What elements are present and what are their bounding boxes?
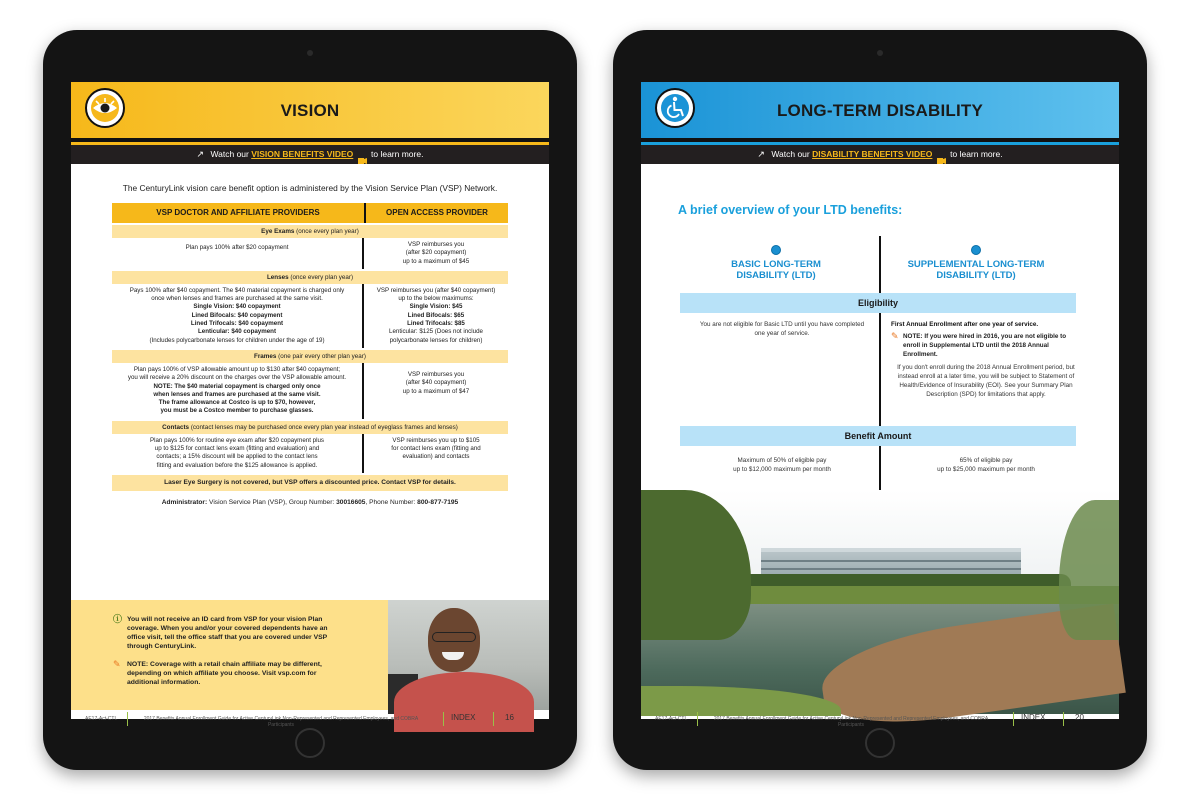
watch-pre: Watch our	[771, 149, 810, 159]
page-number: 16	[505, 713, 514, 722]
id-card-note: ⓘ You will not receive an ID card from VSP for your vision Plan coverage. When you and/or your covered dependents have an office visit, tell the office staff that you are covered under VSP through CenturyLink.	[113, 614, 328, 650]
frames-vsp: Plan pays 100% of VSP allowable amount up to $130 after $40 copayment; you will receive a 20% discount on the charges over the VSP allowable amount. NOTE: The $40 material copayment is charged only once when lenses and frames are purchased at the same visit. The frame allowance at Costco is up to $70, however, you must be a Costco member to purchase glasses.	[112, 363, 364, 419]
eligibility-band: Eligibility	[680, 293, 1076, 313]
table-row	[112, 434, 508, 473]
employee-photo	[388, 600, 549, 710]
index-link[interactable]: INDEX	[451, 713, 476, 722]
footer-guide-title: 2017 Benefits Annual Enrollment Guide for Active CenturyLink Non-Represented and Represented Employees, and COBRA Participants	[143, 716, 419, 728]
vision-intro: The CenturyLink vision care benefit option is administered by the Vision Service Plan (VSP) Network.	[122, 183, 498, 193]
basic-ltd-title: BASIC LONG-TERM DISABILITY (LTD)	[731, 259, 821, 281]
page-title: LONG-TERM DISABILITY	[776, 101, 984, 120]
frames-open: VSP reimburses you (after $40 copayment) up to a maximum of $47	[402, 370, 470, 395]
watch-pre: Watch our	[210, 149, 249, 159]
col-header-vsp: VSP DOCTOR AND AFFILIATE PROVIDERS	[112, 203, 366, 223]
front-camera	[877, 50, 883, 56]
tablet-ltd	[613, 30, 1147, 770]
benefit-basic: Maximum of 50% of eligible pay up to $12,000 maximum per month	[733, 457, 831, 473]
basic-ltd-icon	[771, 245, 781, 255]
watch-post: to learn more.	[950, 149, 1003, 159]
eligibility-basic: You are not eligible for Basic LTD until you have completed one year of service.	[699, 321, 865, 337]
eye-exam-vsp: Plan pays 100% after $20 copayment	[112, 238, 364, 269]
watch-video-line	[71, 145, 549, 164]
footer-code: AE17-Act-CTL	[655, 716, 688, 722]
vision-page	[71, 82, 549, 728]
lenses-vsp: Pays 100% after $40 copayment. The $40 material copayment is charged only once when lenses and frames are purchased at the same visit. Single Vision: $40 copayment Lined Bifocals: $40 copayment Lined Trifocals: $40 copayment Lenticular: $40 copayment (Includes polycarbonate lenses for children under the age of 19)	[112, 284, 364, 348]
page-title: VISION	[280, 101, 340, 120]
page-footer	[71, 712, 549, 728]
lenses-open: VSP reimburses you (after $40 copayment) up to the below maximums: Single Vision: $45 Lined Bifocals: $65 Lined Trifocals: $85 Lenticular: $125 (Does not include polycarbonate lenses for children)	[376, 286, 496, 344]
campus-lake-photo	[641, 490, 1119, 714]
video-camera-icon	[937, 152, 945, 158]
info-icon: ⓘ	[113, 614, 123, 624]
section-contacts: Contacts (contact lenses may be purchased once every plan year instead of eyeglass frames and lenses)	[112, 421, 508, 434]
ltd-banner	[641, 82, 1119, 164]
col-header-open: OPEN ACCESS PROVIDER	[386, 208, 488, 217]
page-footer	[641, 712, 1119, 728]
home-button[interactable]	[865, 728, 895, 758]
table-row	[112, 284, 508, 348]
ltd-page	[641, 82, 1119, 728]
table-row	[112, 363, 508, 419]
note-icon: ✎	[891, 331, 899, 341]
supplemental-ltd-icon	[971, 245, 981, 255]
external-link-icon: ↗	[196, 149, 205, 159]
front-camera	[307, 50, 313, 56]
laser-surgery-note: Laser Eye Surgery is not covered, but VSP offers a discounted price. Contact VSP for details.	[112, 475, 508, 491]
retail-note: ✎ NOTE: Coverage with a retail chain affiliate may be different, depending on which affiliate you choose. Visit vsp.com for additional information.	[113, 659, 322, 686]
column-divider	[879, 236, 881, 490]
vision-video-link[interactable]: VISION BENEFITS VIDEO	[251, 149, 354, 159]
contacts-open: VSP reimburses you up to $105 for contact lens exam (fitting and evaluation) and contacts	[391, 436, 481, 461]
index-link[interactable]: INDEX	[1021, 713, 1046, 722]
table-row	[112, 238, 508, 269]
eligibility-supplemental: First Annual Enrollment after one year of service. ✎ NOTE: If you were hired in 2016, you are not eligible to enroll in Supplemental LTD until the 2018 Annual Enrollment. If you don't enroll during the 2018 Annual Enrollment period, but instead enroll at a later time, you will be subject to Statement of Health/Evidence of Insurability (EOI). See your Summary Plan Description (SPD) for limitations that apply.	[891, 320, 1081, 399]
table-header	[112, 203, 508, 223]
section-eye-exams: Eye Exams (once every plan year)	[112, 225, 508, 238]
hire-note: ✎ NOTE: If you were hired in 2016, you are not eligible to enroll in Supplemental LTD until the 2018 Annual Enrollment.	[891, 331, 1067, 358]
section-lenses: Lenses (once every plan year)	[112, 271, 508, 284]
supplemental-ltd-title: SUPPLEMENTAL LONG-TERM DISABILITY (LTD)	[907, 259, 1045, 281]
watch-video-line	[641, 145, 1119, 164]
vision-notes	[113, 615, 337, 696]
administrator-line: Administrator: Vision Service Plan (VSP), Group Number: 30016605, Phone Number: 800-877-7195	[161, 498, 459, 506]
benefit-supplemental: 65% of eligible pay up to $25,000 maximum per month	[937, 457, 1035, 473]
section-frames: Frames (one pair every other plan year)	[112, 350, 508, 363]
video-camera-icon	[358, 152, 366, 158]
contacts-vsp: Plan pays 100% for routine eye exam after $20 copayment plus up to $125 for contact lens exam (fitting and evaluation) and contacts; a 15% discount will be applied to the contact lens fitting and evaluation before the $125 allowance is applied.	[112, 434, 364, 473]
vision-table	[112, 203, 508, 506]
page-number: 20	[1075, 713, 1084, 722]
benefit-amount-band: Benefit Amount	[680, 426, 1076, 446]
ltd-overview-heading: A brief overview of your LTD benefits:	[678, 203, 903, 217]
home-button[interactable]	[295, 728, 325, 758]
tablet-vision	[43, 30, 577, 770]
footer-guide-title: 2017 Benefits Annual Enrollment Guide for Active CenturyLink Non-Represented and Represented Employees, and COBRA Participants	[713, 716, 989, 728]
vision-banner	[71, 82, 549, 164]
disability-video-link[interactable]: DISABILITY BENEFITS VIDEO	[812, 149, 933, 159]
external-link-icon: ↗	[757, 149, 765, 159]
eye-exam-open: VSP reimburses you (after $20 copayment) up to a maximum of $45	[402, 241, 470, 265]
watch-post: to learn more.	[371, 149, 424, 159]
footer-code: AE17-Act-CTL	[85, 716, 118, 722]
note-icon: ✎	[113, 659, 121, 669]
